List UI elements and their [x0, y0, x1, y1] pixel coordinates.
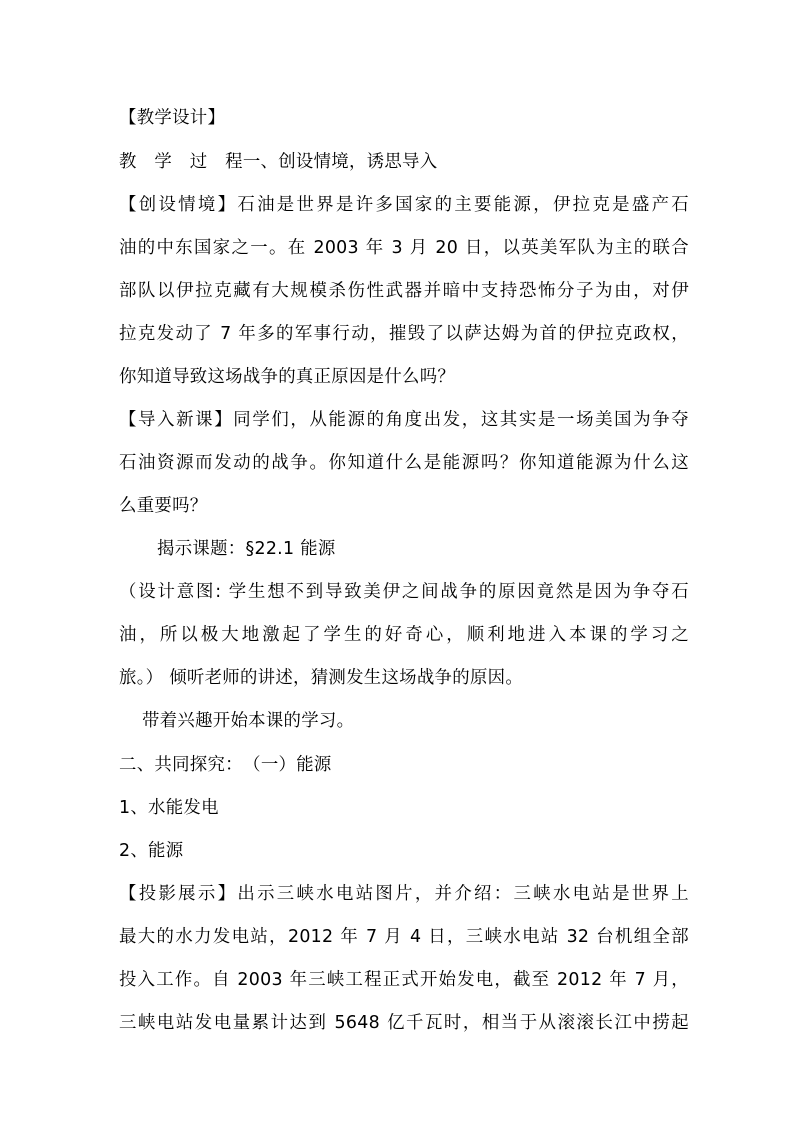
process-heading: 教 学 过 程一、创设情境，诱思导入 [119, 152, 438, 172]
paragraph-line: 油的中东国家之一。在 2003 年 3 月 20 日，以英美军队为主的联合 [119, 238, 689, 258]
paragraph-line: 带着兴趣开始本课的学习。 [142, 711, 355, 731]
paragraph-line: 石油资源而发动的战争。你知道什么是能源吗？你知道能源为什么这 [119, 453, 689, 473]
design-intent-line: （设计意图: 学生想不到导致美伊之间战争的原因竟然是因为争夺石 [119, 582, 689, 602]
paragraph-line: 【创设情境】石油是世界是许多国家的主要能源，伊拉克是盛产石 [119, 195, 689, 215]
section-heading: 二、共同探究： （一）能源 [119, 755, 332, 775]
paragraph-line: 三峡电站发电量累计达到 5648 亿千瓦时，相当于从滚滚长江中捞起 [119, 1013, 689, 1033]
paragraph-line: 最大的水力发电站，2012 年 7 月 4 日，三峡水电站 32 台机组全部 [119, 927, 689, 947]
paragraph-line: 你知道导致这场战争的真正原因是什么吗？ [119, 367, 456, 387]
paragraph-line: 投入工作。自 2003 年三峡工程正式开始发电，截至 2012 年 7 月， [119, 970, 689, 990]
paragraph-line: 拉克发动了 7 年多的军事行动，摧毁了以萨达姆为首的伊拉克政权， [119, 324, 689, 344]
paragraph-line: 部队以伊拉克藏有大规模杀伤性武器并暗中支持恐怖分子为由，对伊 [119, 281, 689, 301]
topic-line: 揭示课题：§22.1 能源 [157, 539, 336, 559]
paragraph-line: 【投影展示】出示三峡水电站图片，并介绍：三峡水电站是世界上 [119, 884, 689, 904]
list-item: 2、能源 [119, 841, 184, 861]
list-item: 1、水能发电 [119, 798, 219, 818]
section-heading: 【教学设计】 [119, 108, 226, 128]
design-intent-line: 旅。） 倾听老师的讲述，猜测发生这场战争的原因。 [119, 668, 524, 688]
paragraph-line: 【导入新课】同学们，从能源的角度出发，这其实是一场美国为争夺 [119, 410, 689, 430]
paragraph-line: 么重要吗？ [119, 496, 208, 516]
design-intent-line: 油，所以极大地激起了学生的好奇心，顺利地进入本课的学习之 [119, 625, 689, 645]
